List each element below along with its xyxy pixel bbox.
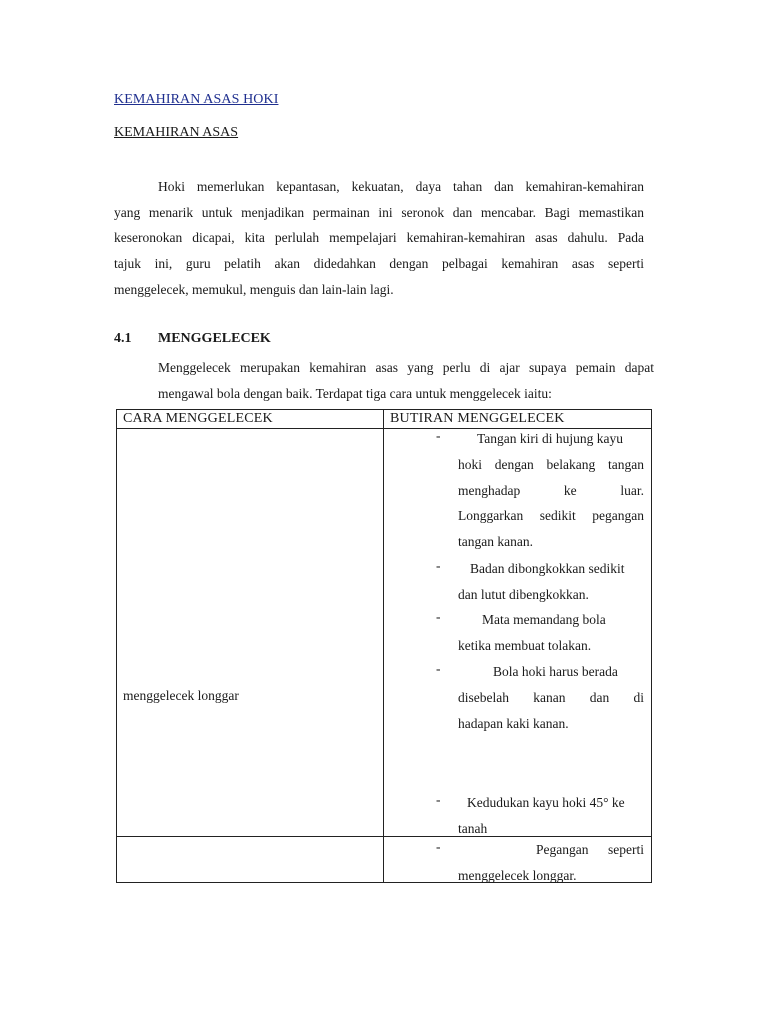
item1-line-3: menghadap ke luar.: [458, 482, 644, 498]
bullet-item-4-text: [458, 659, 644, 736]
intro-paragraph: [114, 174, 644, 302]
header-cara: CARA MENGGELECEK: [123, 411, 273, 426]
section-line-2: mengawal bola dengan baik. Terdapat tiga cara untuk menggelecek iaitu:: [158, 385, 552, 401]
bullet-dash: -: [436, 661, 441, 676]
item1-line-5: tangan kanan.: [458, 534, 533, 550]
document-title-link[interactable]: KEMAHIRAN ASAS HOKI: [114, 92, 279, 107]
intro-line-1: Hoki memerlukan kepantasan, kekuatan, daya tahan dan kemahiran-kemahiran: [158, 179, 644, 194]
item4-line-2: disebelah kanan dan di: [458, 689, 644, 705]
section-number: 4.1: [114, 331, 132, 346]
section-heading: KEMAHIRAN ASAS: [114, 125, 239, 140]
intro-line-3: keseronokan dicapai, kita perlulah mempelajari kemahiran-kemahiran asas dahulu. Pada: [114, 230, 644, 246]
item1-line-4: Longgarkan sedikit pegangan: [458, 508, 644, 524]
header-butiran: BUTIRAN MENGGELECEK: [390, 411, 565, 426]
item5-line-2: tanah: [458, 820, 488, 836]
bullet-item-1-text: [458, 426, 644, 555]
bullet-dash: -: [436, 558, 441, 573]
section-line-1: Menggelecek merupakan kemahiran asas yang perlu di ajar supaya pemain dapat: [158, 360, 654, 375]
intro-line-2: yang menarik untuk menjadikan permainan ini seronok dan mencabar. Bagi memastikan: [114, 204, 644, 220]
dribbling-table: [116, 409, 652, 883]
bullet-dash: -: [436, 792, 441, 807]
bullet-item-6-text: [458, 837, 644, 889]
item1-line-2: hoki dengan belakang tangan: [458, 456, 644, 472]
bullet-item-3-text: [458, 607, 644, 659]
bullet-item-2-text: [458, 556, 644, 608]
item4-line-3: hadapan kaki kanan.: [458, 715, 569, 731]
row1-label: menggelecek longgar: [123, 688, 239, 703]
intro-line-5: menggelecek, memukul, menguis dan lain-lain lagi.: [114, 281, 394, 297]
table-border-left: [116, 409, 117, 883]
item2-line-2: dan lutut dibengkokkan.: [458, 586, 589, 602]
section-paragraph: [158, 355, 654, 406]
section-title: MENGGELECEK: [158, 331, 271, 346]
item6-line-2: menggelecek longgar.: [458, 867, 577, 883]
item2-line-1: Badan dibongkokkan sedikit: [470, 561, 625, 576]
bullet-dash: -: [436, 609, 441, 624]
bullet-item-5-text: [458, 790, 644, 842]
item4-line-1: Bola hoki harus berada: [493, 664, 618, 679]
bullet-dash: -: [436, 428, 441, 443]
intro-line-4: tajuk ini, guru pelatih akan didedahkan dengan pelbagai kemahiran asas seperti: [114, 256, 644, 272]
item3-line-2: ketika membuat tolakan.: [458, 637, 592, 653]
bullet-dash: -: [436, 839, 441, 854]
item5-line-1: Kedudukan kayu hoki 45° ke: [467, 795, 625, 810]
table-column-divider: [383, 409, 384, 883]
item1-line-1: Tangan kiri di hujung kayu: [477, 431, 624, 446]
item6-line-1: Pegangan seperti: [536, 842, 644, 857]
table-border-right: [651, 409, 652, 883]
item3-line-1: Mata memandang bola: [482, 612, 606, 627]
